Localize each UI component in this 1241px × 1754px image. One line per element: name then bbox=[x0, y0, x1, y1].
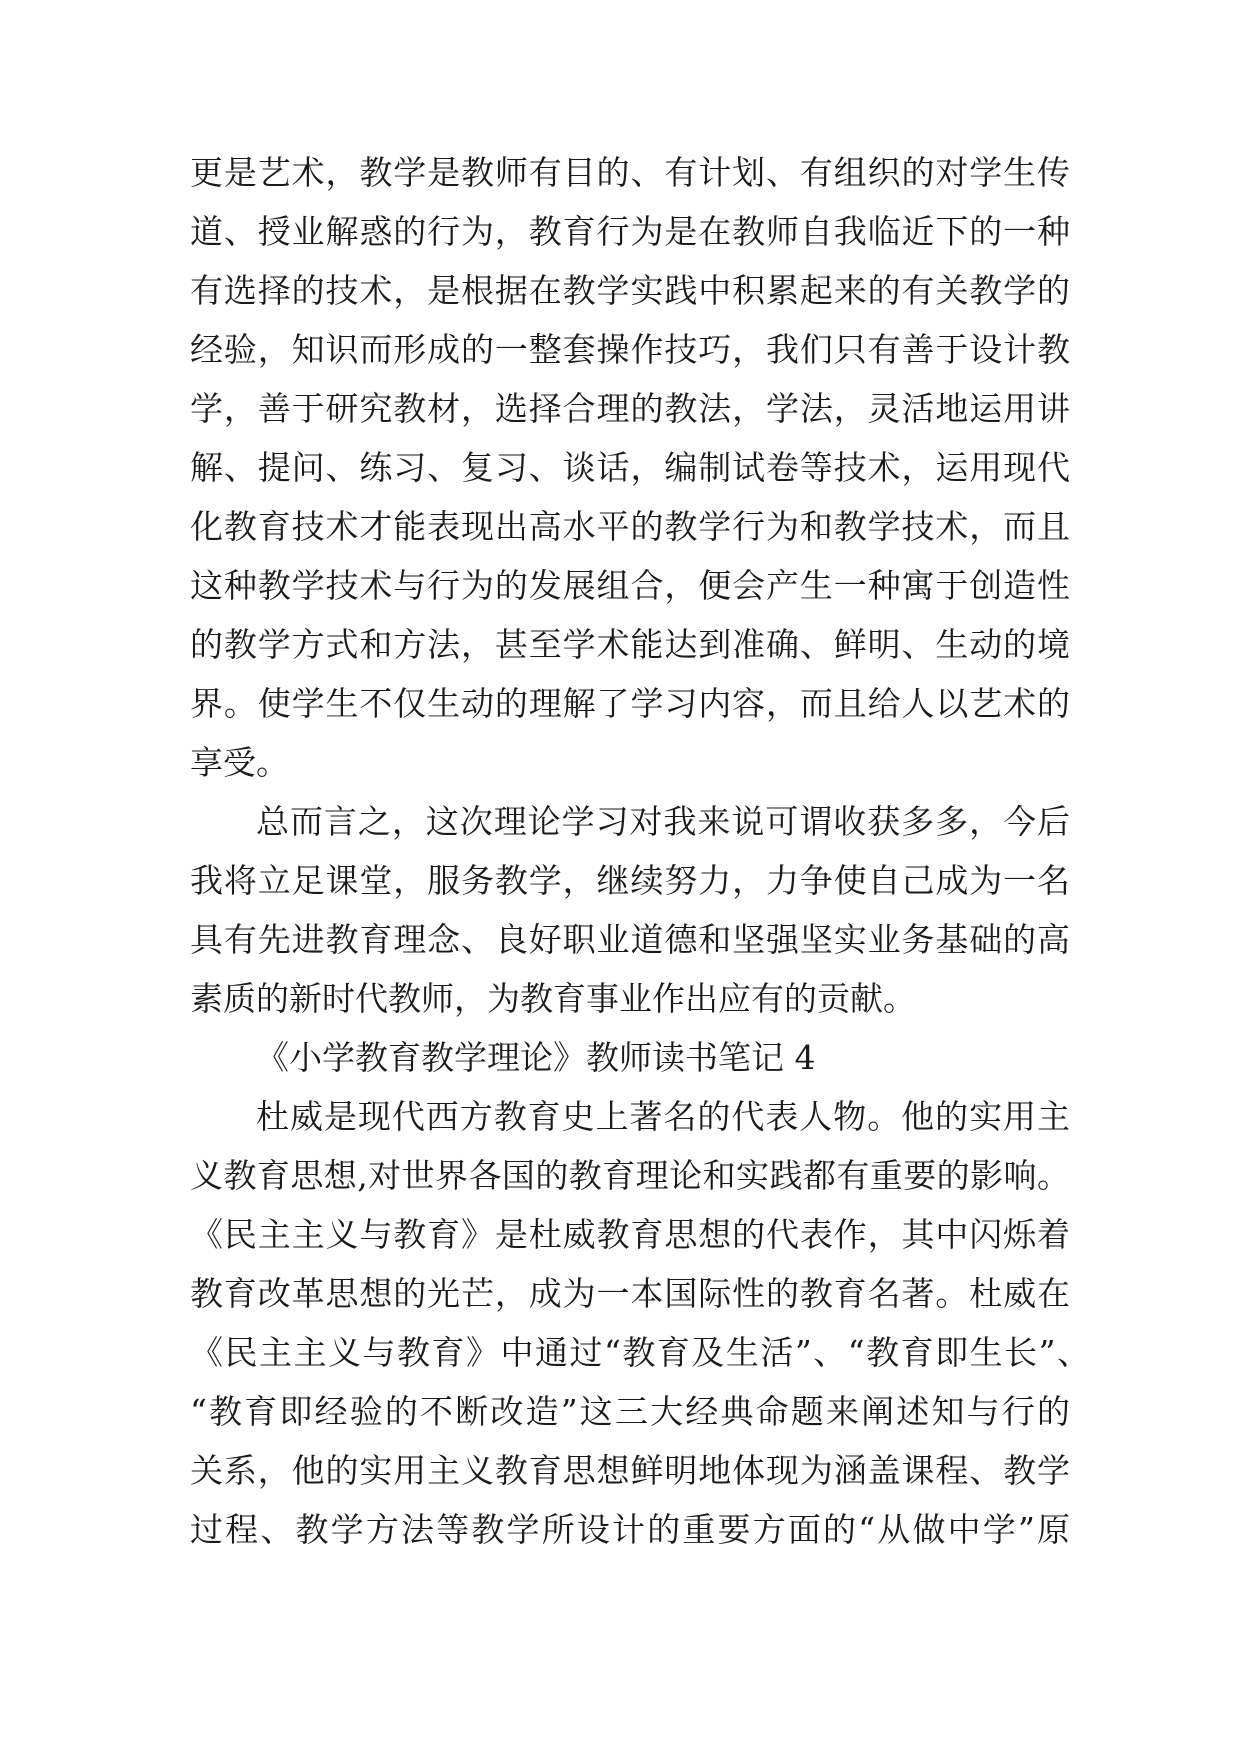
text-line: 具有先进教育理念、良好职业道德和坚强坚实业务基础的高 bbox=[190, 920, 1070, 959]
text-line: 素质的新时代教师，为教育事业作出应有的贡献。 bbox=[190, 979, 916, 1018]
text-line: 《民主主义与教育》中通过“教育及生活”、“教育即生长”、 bbox=[190, 1333, 1090, 1372]
text-line: “教育即经验的不断改造”这三大经典命题来阐述知与行的 bbox=[190, 1392, 1070, 1431]
text-line: 更是艺术，教学是教师有目的、有计划、有组织的对学生传 bbox=[190, 153, 1070, 192]
paragraph-first-line: 杜威是现代西方教育史上著名的代表人物。他的实用主 bbox=[256, 1097, 1070, 1136]
section-heading: 《小学教育教学理论》教师读书笔记 4 bbox=[256, 1038, 816, 1077]
text-line: 界。使学生不仅生动的理解了学习内容，而且给人以艺术的 bbox=[190, 684, 1070, 723]
text-line: 经验，知识而形成的一整套操作技巧，我们只有善于设计教 bbox=[190, 330, 1070, 369]
text-line: 过程、教学方法等教学所设计的重要方面的“从做中学”原 bbox=[190, 1510, 1070, 1549]
text-line: 的教学方式和方法，甚至学术能达到准确、鲜明、生动的境 bbox=[190, 625, 1070, 664]
text-line: 学，善于研究教材，选择合理的教法，学法，灵活地运用讲 bbox=[190, 389, 1070, 428]
text-line: 有选择的技术，是根据在教学实践中积累起来的有关教学的 bbox=[190, 271, 1070, 310]
text-line: 教育改革思想的光芒，成为一本国际性的教育名著。杜威在 bbox=[190, 1274, 1070, 1313]
text-line: 这种教学技术与行为的发展组合，便会产生一种寓于创造性 bbox=[190, 566, 1070, 605]
text-line: 关系，他的实用主义教育思想鲜明地体现为涵盖课程、教学 bbox=[190, 1451, 1070, 1490]
text-line: 享受。 bbox=[190, 743, 289, 782]
text-line: 义教育思想,对世界各国的教育理论和实践都有重要的影响。 bbox=[190, 1156, 1070, 1195]
paragraph-first-line: 总而言之，这次理论学习对我来说可谓收获多多，今后 bbox=[256, 802, 1070, 841]
text-line: 道、授业解惑的行为，教育行为是在教师自我临近下的一种 bbox=[190, 212, 1070, 251]
text-line: 我将立足课堂，服务教学，继续努力，力争使自己成为一名 bbox=[190, 861, 1070, 900]
text-line: 《民主主义与教育》是杜威教育思想的代表作，其中闪烁着 bbox=[190, 1215, 1070, 1254]
text-line: 解、提问、练习、复习、谈话，编制试卷等技术，运用现代 bbox=[190, 448, 1070, 487]
text-line: 化教育技术才能表现出高水平的教学行为和教学技术，而且 bbox=[190, 507, 1070, 546]
